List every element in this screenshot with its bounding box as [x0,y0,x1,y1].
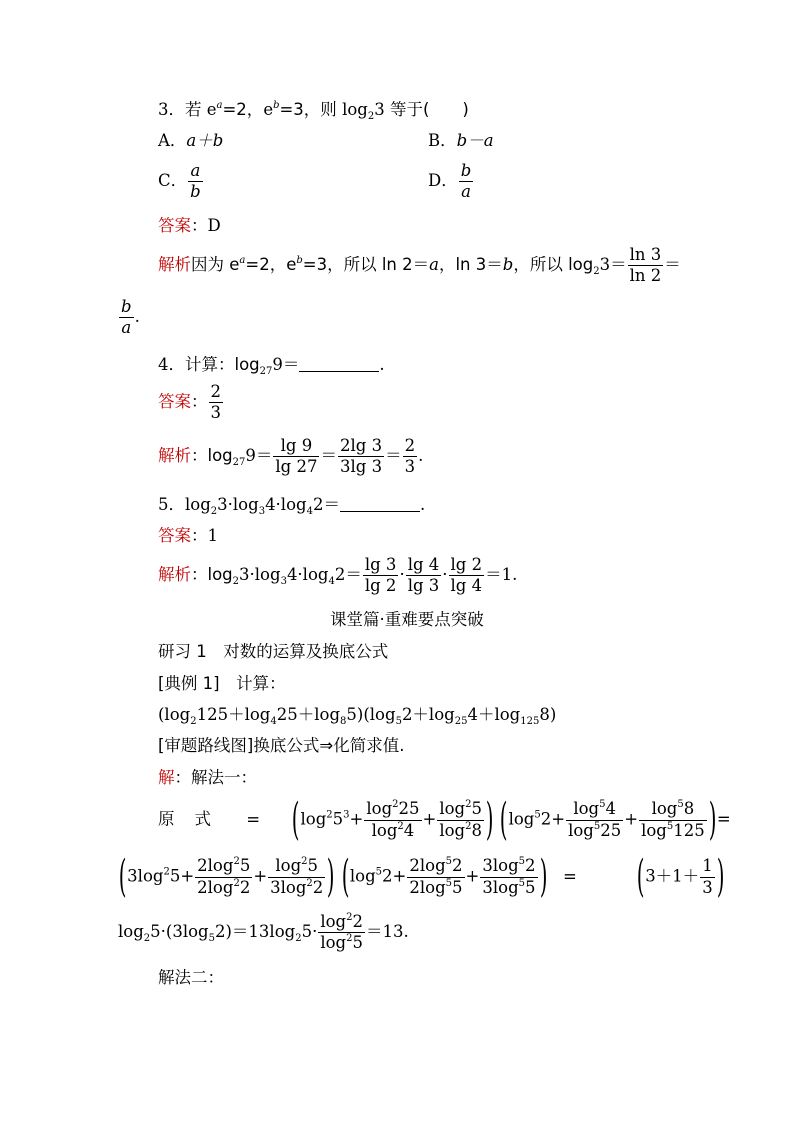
result: ＝13. [365,922,409,942]
log-arg: 5 [307,856,319,876]
answer-colon: ： [191,216,208,235]
analysis-eq: ＝ [320,446,337,466]
log-term: log [349,866,376,886]
option-c-fraction [188,162,203,201]
log-sup: 2 [465,820,472,832]
answer-colon: ： [191,392,208,412]
answer-label: 答案 [158,392,191,412]
log-arg: 5 [471,799,482,819]
left-paren: ( [341,851,350,902]
log-arg: 125 [673,820,705,840]
log-arg: 25 [398,799,420,819]
log-term: 2log [197,856,234,876]
log-sup: 2 [346,912,353,923]
analysis-eq: ＝ [664,255,681,275]
log-arg: 5 [169,866,181,886]
log-sup: 5 [677,799,684,811]
analysis-fraction [338,437,384,476]
analysis-fraction [628,246,664,285]
fraction-den [268,878,325,897]
log-arg: 2 [525,856,536,876]
log-term: log [641,820,667,840]
q3-suffix: 等于( ) [389,100,469,119]
log-arg: 2 [352,912,363,931]
fraction-num: 2 [403,437,418,457]
log-sup: 2 [233,877,240,889]
plus-sign: + [253,866,268,886]
route-text: 换底公式⇒化简求值. [253,736,405,755]
analysis-fraction [449,556,485,595]
q5-stem [158,495,426,517]
fraction-den: a [121,318,132,338]
fraction-num: 2lg 3 [338,437,384,457]
plus-sign: + [392,866,407,886]
fraction-num [437,800,484,820]
log-term: log [366,799,393,819]
log-term: 3log [127,866,164,886]
fraction [268,857,325,896]
fraction-den: lg 4 [450,576,483,596]
log-term: 2log [409,877,446,897]
plus-sign: + [551,809,566,829]
fraction-num: 2 [209,383,224,403]
log-term: 5· [301,922,318,942]
log-term: log [320,933,347,953]
option-d-label: D． [428,171,458,191]
q4-number: 4． [158,355,185,374]
expr-part: 125＋log [196,705,271,724]
right-paren: ) [708,794,717,845]
route-line [158,738,404,755]
sum-term: 3＋1＋ [645,866,700,886]
log-arg: 8 [471,820,482,840]
plus-sign: + [465,866,480,886]
analysis-eq: ＝ [385,446,402,466]
expr-base: 4 [270,716,277,727]
fraction-den [407,878,464,897]
log-arg: 2 [382,866,393,886]
q5-text: 2＝ [312,495,340,514]
log-term: log [508,809,535,829]
log-term: log [300,809,327,829]
dot: · [399,565,405,585]
plus-sign: + [180,866,195,886]
analysis-fraction [273,437,319,476]
analysis-base: 27 [232,457,246,469]
q3-option-c [158,162,204,201]
fraction [700,857,715,896]
left-paren: ( [118,851,127,902]
fraction-den [437,821,484,840]
fraction-num: ln 3 [628,246,664,266]
fraction [639,800,707,839]
fraction-num [195,857,252,877]
q3-cond2-val: =3，则 [279,100,337,119]
solution-text: ：解法一： [174,768,257,787]
period: . [379,355,385,374]
log-arg: 25 [600,820,622,840]
fraction-den [195,878,252,897]
fraction [437,800,484,839]
q3-number: 3． [158,100,185,119]
log-arg: 5 [452,877,463,897]
fraction-den [566,821,623,840]
q5-number: 5． [158,495,185,514]
fraction [195,857,252,896]
log-sup: 5 [593,820,601,832]
log-arg: 5 [332,809,344,829]
fraction-den [639,821,707,840]
expr-base: 25 [454,716,468,727]
fraction-den: lg 3 [407,576,440,596]
analysis-cont-fraction [119,298,134,337]
log-sup: 5 [445,877,453,889]
q3-stem-prefix: 若 [185,100,202,119]
fraction [318,913,365,952]
equation-line-2 [118,851,725,902]
option-b-label: B． [428,131,457,150]
fraction-den [364,821,421,840]
q3-base: 2 [367,111,375,122]
fraction-den: 3 [702,877,713,897]
log-base: 2 [143,933,151,945]
answer-label: 答案 [158,526,191,545]
expr-part: 8) [539,705,557,724]
log-sup: 2 [163,866,170,878]
right-paren: ) [485,794,494,845]
fraction-num [268,857,325,877]
q3-arg: 3 [374,100,385,119]
right-paren: ) [539,851,547,902]
analysis-arg: 9＝ [245,446,273,466]
log-term: log [568,820,594,840]
analysis-text: 因为 e [191,255,240,275]
expr-part: 4＋log [467,705,521,724]
q3-option-a [158,133,223,150]
fraction-num [407,857,464,877]
log-sup: 2 [326,809,333,821]
analysis-result: ＝1. [485,565,518,585]
left-paren: ( [292,794,300,845]
analysis-base: 4 [328,576,335,588]
answer-label: 答案 [158,216,191,235]
fraction [407,857,464,896]
log-term: 3log [482,856,519,876]
dot: · [442,565,448,585]
expr-part: 25＋log [276,705,341,724]
fraction-num [639,800,707,820]
fraction-den: 3lg 3 [339,457,383,477]
left-paren: ( [500,794,508,845]
expr-base: 2 [190,716,197,727]
q3-stem [158,100,469,122]
option-a-label: A． [158,131,187,150]
answer-value: D [207,216,221,235]
log-term: 2log [197,877,234,897]
log-sup: 5 [518,877,526,889]
fraction [566,800,623,839]
q5-base: 4 [306,506,313,517]
analysis-label: 解析 [158,565,191,585]
log-term: 3log [270,877,307,897]
q5-analysis [158,556,517,595]
q4-stem-text: 计算：log [185,355,260,374]
analysis-text: ，ln 3＝ [438,255,503,275]
log-base: 5 [208,933,215,945]
fraction-den [480,878,537,897]
q3-cond1-exp: a [216,100,223,111]
option-c-num: a [188,162,203,182]
equals-sign: = [716,809,731,829]
analysis-fraction [406,556,442,595]
option-d-fraction [459,162,474,201]
fraction-num [364,800,421,820]
fraction [364,800,421,839]
fraction-num [318,913,365,933]
fraction-num [566,800,623,820]
plus-sign: + [624,809,639,829]
expr-base: 8 [340,716,347,727]
analysis-text: 2＝ [334,565,362,585]
analysis-text: 3·log [239,565,281,585]
fraction-den: lg 27 [275,457,318,477]
log-arg: 5 [352,933,363,953]
right-paren: ) [327,851,335,902]
log-sup: 5 [534,809,541,821]
expr-part: 2＋log [401,705,455,724]
q3-option-d [428,162,474,201]
option-b-text: b－a [456,131,494,150]
q3-analysis-cont [118,298,140,337]
log-base: 2 [295,933,302,945]
analysis-fraction [403,437,418,476]
plus-sign: + [422,809,437,829]
log-sup: 2 [346,933,353,945]
log-term: log [118,922,144,942]
equation-line-3 [118,913,409,952]
fraction-num: lg 3 [363,556,399,576]
answer-colon: ： [191,526,208,545]
fraction [480,857,537,896]
log-term: 5·(3log [150,922,209,942]
solution-label: 解 [158,768,175,787]
expr-part: 5)(log [346,705,396,724]
log-sup: 2 [392,799,399,811]
log-arg: 4 [605,799,616,819]
yuan-shi: 原式 [158,809,231,829]
option-d-num: b [459,162,474,182]
q5-text: log [185,495,211,514]
analysis-text: ：log [191,565,233,585]
analysis-var: a [429,255,439,275]
option-a-text: a＋b [186,131,224,150]
log-arg: 5 [525,877,536,897]
analysis-text: 3＝ [599,255,627,275]
example-expression [158,705,557,727]
left-paren: ( [636,851,645,902]
q3-cond1: e [206,100,217,119]
right-paren: ) [716,851,725,902]
analysis-fraction [363,556,399,595]
example-text: 计算： [219,674,286,693]
analysis-text: 4·log [286,565,329,585]
q4-answer [158,383,224,422]
q5-base: 2 [210,506,218,517]
route-tag: [审题路线图] [158,736,254,755]
fraction-den: ln 2 [629,266,662,286]
q3-cond1-val: =2， [222,100,264,119]
log-term: log [439,799,466,819]
log-arg: 8 [683,799,695,819]
analysis-label: 解析 [158,446,191,466]
analysis-text: =3，所以 ln 2＝ [302,255,430,275]
log-arg: 2 [239,877,251,897]
log-sup: 5 [599,799,606,811]
answer-value: 1 [207,526,218,545]
log-sup: 2 [233,856,240,868]
answer-fraction [209,383,224,422]
analysis-exp: b [296,255,303,267]
log-arg: 5 [239,856,251,876]
log-sup: 5 [445,856,453,868]
example-line [158,676,286,693]
study-heading: 研习 1 对数的运算及换底公式 [158,642,389,661]
fraction-den: 3 [404,457,416,477]
fraction-num: lg 2 [449,556,485,576]
period: . [418,446,424,466]
period: . [134,307,140,327]
q5-base: 3 [258,506,266,517]
answer-blank [340,497,420,512]
fraction-den: 3 [210,403,221,423]
analysis-exp: a [239,255,246,267]
fraction-num: 1 [700,857,715,877]
expr-base: 125 [520,716,540,727]
q3-option-b [428,133,494,150]
solution-line [158,770,257,787]
option-c-den: b [190,182,201,202]
q3-cond2: e [263,100,274,119]
log-exp: 3 [343,809,350,821]
answer-blank [299,357,379,372]
plus-sign: + [349,809,364,829]
equals-sign: = [562,866,577,886]
example-tag: [典例 1] [158,674,220,693]
fraction-num: b [119,298,134,318]
log-term: log [275,856,302,876]
fraction-num: lg 9 [273,437,319,457]
equals-sign: = [246,809,261,829]
analysis-base: 3 [280,576,287,588]
analysis-label: 解析 [158,255,191,275]
analysis-var: b [502,255,514,275]
option-d-den: a [461,182,471,202]
fraction-den [318,933,365,952]
log-sup: 5 [666,820,674,832]
log-arg: 2 [540,809,552,829]
log-term: log [320,912,347,931]
log-term: log [371,820,398,840]
log-term: 3log [482,877,519,897]
section-title: 课堂篇·重难要点突破 [330,610,484,629]
method-two: 解法二： [158,968,224,987]
fraction-den: lg 2 [364,576,397,596]
log-arg: 4 [403,820,415,840]
q5-text: 4·log [265,495,307,514]
log-arg: 2 [312,877,324,897]
log-term: log [439,820,466,840]
analysis-text: ，所以 log [513,255,594,275]
expr-base: 5 [395,716,402,727]
log-term: 2log [409,856,446,876]
q3-answer [158,218,221,235]
log-sup: 2 [465,799,472,811]
option-c-label: C． [158,171,188,191]
log-sup: 5 [375,866,383,878]
log-arg: 2 [452,856,463,876]
log-term: log [573,799,600,819]
fraction-num [480,857,537,877]
log-term: log [651,799,678,819]
q3-cond2-exp: b [273,100,280,111]
analysis-base: 2 [593,266,600,278]
analysis-text: =2，e [245,255,297,275]
log-sup: 2 [397,820,404,832]
q3-log: log [342,100,368,119]
log-sup: 2 [306,877,313,889]
q5-answer [158,528,218,545]
expr-part: (log [158,705,191,724]
log-sup: 5 [518,856,526,868]
log-sup: 2 [301,856,308,868]
equation-line-1 [158,794,731,845]
analysis-base: 2 [232,576,240,588]
q4-analysis [158,437,423,476]
q4-base: 27 [259,366,273,377]
analysis-text: ：log [191,446,233,466]
q4-stem [158,355,385,377]
log-term: 2)＝13log [214,922,296,942]
q3-analysis [158,246,681,285]
fraction-num: lg 4 [406,556,442,576]
period: . [419,495,426,514]
q5-text: 3·log [217,495,259,514]
q4-arg: 9＝ [272,355,300,374]
